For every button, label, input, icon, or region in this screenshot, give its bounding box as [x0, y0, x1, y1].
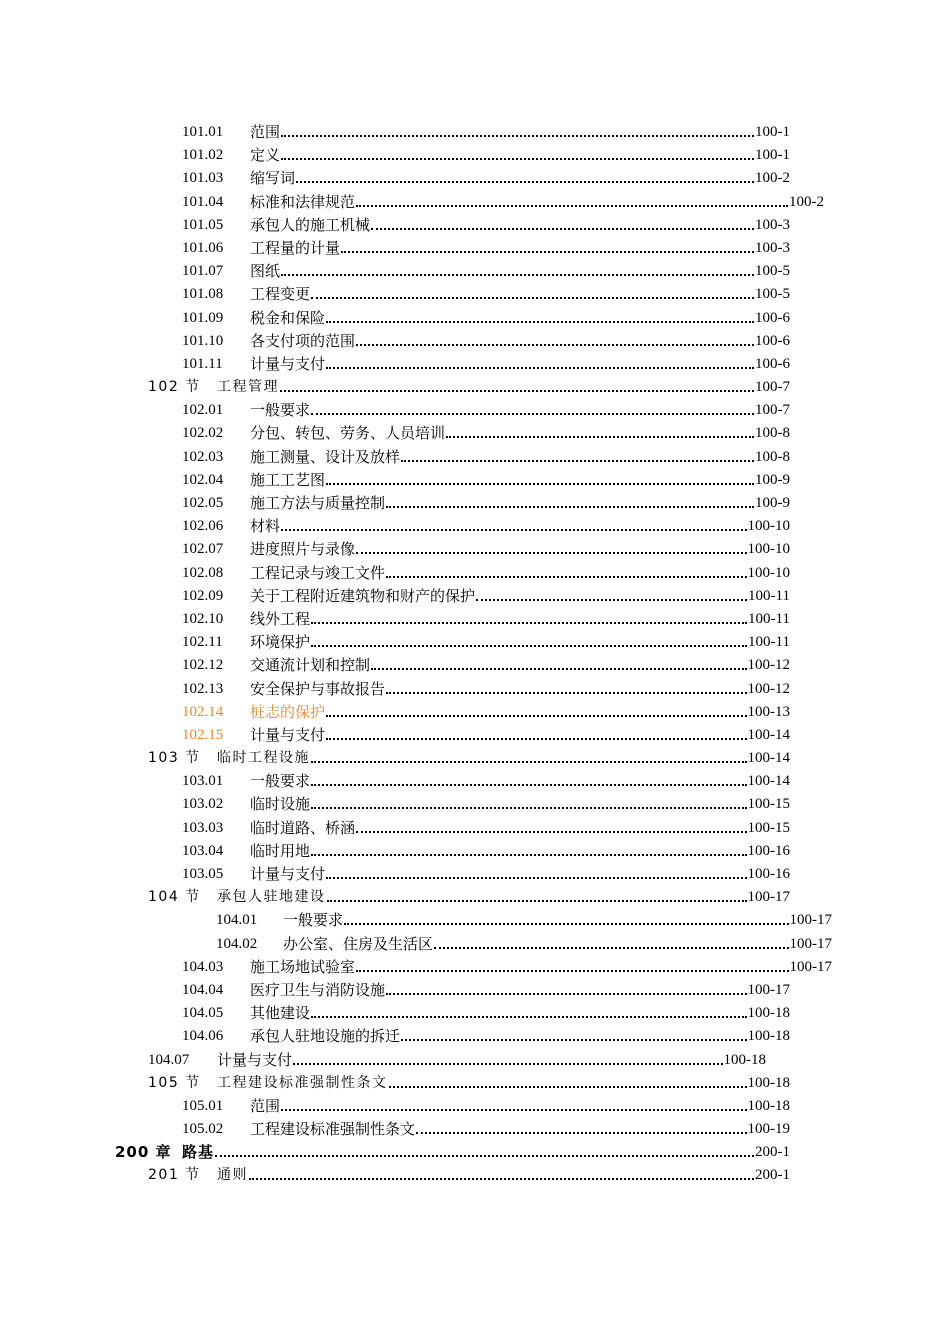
toc-entry-number: 105 节	[148, 1074, 201, 1091]
toc-entry-title: 一般要求	[250, 772, 311, 791]
toc-entry[interactable]	[0, 933, 950, 956]
toc-entry-page: 100-17	[789, 958, 832, 975]
toc-entry[interactable]	[0, 492, 950, 515]
toc-leader-dots	[326, 353, 754, 376]
toc-entry-number: 200 章	[115, 1143, 172, 1162]
toc-entry-title: 施工方法与质量控制	[250, 494, 386, 512]
toc-entry-number: 101.03	[182, 170, 224, 187]
toc-entry[interactable]	[0, 399, 950, 422]
toc-entry-title: 安全保护与事故报告	[250, 679, 386, 698]
toc-entry[interactable]	[0, 1025, 950, 1048]
toc-entry-number: 102.15	[182, 726, 224, 743]
toc-entry[interactable]	[0, 1002, 950, 1025]
toc-entry-title: 材料	[250, 517, 281, 536]
toc-entry-page: 100-16	[747, 866, 790, 882]
toc-entry-page: 100-12	[747, 657, 790, 674]
toc-entry-title: 环境保护	[250, 633, 311, 652]
toc-entry[interactable]	[0, 307, 950, 330]
toc-leader-dots	[311, 283, 754, 306]
toc-entry-page: 100-12	[747, 680, 790, 697]
toc-leader-dots	[281, 515, 746, 538]
toc-entry-page: 100-15	[747, 796, 790, 813]
toc-entry-number: 103.05	[182, 866, 224, 882]
toc-entry-number: 101.01	[182, 124, 224, 140]
toc-entry-page: 200-1	[755, 1167, 790, 1184]
toc-entry-page: 100-14	[747, 750, 790, 767]
toc-entry-number: 101.10	[182, 332, 224, 349]
toc-leader-dots	[371, 654, 746, 677]
toc-entry-number: 104.04	[182, 981, 224, 998]
toc-entry-title: 路基	[182, 1143, 215, 1162]
toc-leader-dots	[311, 399, 754, 422]
toc-entry[interactable]	[0, 446, 950, 469]
toc-entry-number: 101.04	[182, 193, 224, 210]
toc-entry-page: 200-1	[755, 1144, 790, 1161]
toc-leader-dots	[293, 1049, 722, 1072]
toc-leader-dots	[281, 260, 754, 283]
toc-leader-dots	[326, 863, 746, 886]
toc-entry-number: 201 节	[148, 1167, 201, 1184]
toc-entry-number: 104.05	[182, 1005, 224, 1022]
toc-entry-number: 102.10	[182, 610, 224, 627]
toc-entry-page: 100-17	[747, 889, 790, 906]
toc-leader-dots	[389, 1072, 747, 1095]
toc-entry-number: 102.13	[182, 680, 224, 697]
toc-leader-dots	[326, 701, 746, 724]
toc-entry-title: 通则	[217, 1167, 248, 1184]
toc-entry-number: 101.02	[182, 147, 224, 164]
toc-entry[interactable]	[0, 353, 950, 376]
toc-entry[interactable]	[0, 121, 950, 144]
toc-leader-dots	[326, 724, 746, 747]
toc-leader-dots	[249, 1164, 754, 1187]
toc-entry-number: 104.02	[216, 935, 258, 952]
toc-entry-title: 施工测量、设计及放样	[250, 447, 401, 466]
toc-entry-number: 105.02	[182, 1121, 224, 1138]
toc-leader-dots	[311, 747, 747, 770]
toc-entry-title: 计量与支付	[250, 865, 326, 883]
toc-entry-number: 101.08	[182, 286, 224, 303]
toc-entry[interactable]	[0, 167, 950, 190]
toc-entry[interactable]	[0, 585, 950, 608]
toc-entry[interactable]	[0, 747, 950, 770]
toc-entry-title: 范围	[250, 123, 281, 141]
toc-entry[interactable]	[0, 191, 950, 214]
toc-entry-title: 承包人驻地设施的拆迁	[250, 1027, 401, 1046]
toc-entry-page: 100-3	[755, 239, 790, 256]
toc-entry-number: 102 节	[148, 379, 201, 396]
toc-entry-page: 100-13	[747, 703, 790, 720]
toc-entry-page: 100-18	[723, 1051, 766, 1068]
toc-leader-dots	[327, 886, 747, 909]
toc-entry-number: 102.04	[182, 471, 224, 488]
toc-entry-page: 100-19	[747, 1121, 790, 1138]
toc-leader-dots	[356, 817, 746, 840]
toc-entry-number: 102.01	[182, 402, 224, 419]
toc-entry-title: 计量与支付	[250, 725, 326, 744]
toc-entry[interactable]	[0, 214, 950, 237]
toc-entry[interactable]	[0, 330, 950, 353]
toc-entry-page: 100-11	[748, 610, 790, 627]
toc-leader-dots	[386, 678, 746, 701]
toc-entry[interactable]	[0, 886, 950, 909]
toc-entry-title: 桩志的保护	[250, 702, 326, 721]
toc-entry[interactable]	[0, 678, 950, 701]
toc-entry-number: 104.07	[148, 1051, 190, 1068]
toc-entry-page: 100-17	[789, 935, 832, 952]
toc-leader-dots	[341, 237, 754, 260]
toc-entry-title: 施工场地试验室	[250, 957, 356, 976]
toc-entry[interactable]	[0, 840, 950, 863]
toc-entry-title: 医疗卫生与消防设施	[250, 980, 386, 999]
toc-entry[interactable]	[0, 909, 950, 932]
toc-entry-page: 100-14	[747, 726, 790, 743]
toc-entry-title: 临时设施	[250, 795, 311, 814]
toc-leader-dots	[280, 376, 754, 399]
toc-entry-page: 100-18	[747, 1097, 790, 1114]
toc-leader-dots	[344, 909, 788, 932]
toc-entry-title: 工程变更	[250, 285, 311, 304]
toc-entry-title: 图纸	[250, 262, 281, 281]
toc-entry-title: 税金和保险	[250, 308, 326, 327]
toc-leader-dots	[311, 840, 746, 863]
toc-entry[interactable]	[0, 770, 950, 793]
toc-entry-page: 100-18	[747, 1028, 790, 1045]
toc-entry[interactable]	[0, 538, 950, 561]
toc-entry-title: 承包人驻地建设	[217, 889, 326, 906]
toc-entry-page: 100-3	[755, 216, 790, 233]
toc-entry-title: 临时工程设施	[217, 750, 310, 767]
toc-leader-dots	[311, 631, 747, 654]
toc-leader-dots	[371, 214, 754, 237]
toc-entry[interactable]	[0, 144, 950, 167]
toc-entry[interactable]	[0, 283, 950, 306]
toc-leader-dots	[311, 608, 747, 631]
toc-leader-dots	[311, 770, 746, 793]
toc-entry-page: 100-7	[755, 402, 790, 419]
toc-entry[interactable]	[0, 979, 950, 1002]
toc-entry-page: 100-8	[755, 425, 790, 442]
toc-entry-number: 102.11	[182, 634, 223, 651]
toc-leader-dots	[401, 1025, 746, 1048]
toc-entry-title: 办公室、住房及生活区	[283, 934, 434, 953]
toc-entry-title: 其他建设	[250, 1004, 311, 1023]
toc-entry-number: 102.12	[182, 657, 224, 674]
toc-entry[interactable]	[0, 608, 950, 631]
toc-leader-dots	[326, 469, 754, 492]
toc-entry-title: 缩写词	[250, 169, 296, 188]
toc-entry-title: 计量与支付	[217, 1050, 293, 1069]
toc-entry-page: 100-6	[755, 309, 790, 326]
toc-entry-number: 103.02	[182, 796, 224, 813]
toc-entry-title: 进度照片与录像	[250, 540, 356, 559]
toc-entry-number: 102.02	[182, 425, 224, 442]
toc-entry[interactable]	[0, 724, 950, 747]
toc-entry-title: 交通流计划和控制	[250, 656, 371, 675]
toc-entry-page: 100-14	[747, 773, 790, 790]
toc-entry-title: 工程管理	[217, 379, 279, 396]
toc-entry-number: 105.01	[182, 1097, 224, 1114]
toc-leader-dots	[215, 1141, 754, 1164]
toc-leader-dots	[356, 956, 788, 979]
toc-entry-page: 100-15	[747, 819, 790, 836]
toc-entry-page: 100-10	[747, 518, 790, 535]
toc-entry[interactable]	[0, 701, 950, 724]
toc-leader-dots	[311, 793, 746, 816]
toc-entry[interactable]	[0, 422, 950, 445]
toc-entry-title: 计量与支付	[250, 354, 326, 373]
toc-entry-title: 工程记录与竣工文件	[250, 563, 386, 582]
toc-entry-page: 100-6	[755, 355, 790, 372]
toc-leader-dots	[311, 1002, 746, 1025]
table-of-contents	[0, 121, 950, 1188]
toc-entry[interactable]	[0, 1095, 950, 1118]
toc-entry-number: 104.01	[216, 912, 258, 929]
toc-entry[interactable]	[0, 237, 950, 260]
toc-entry-title: 范围	[250, 1096, 281, 1115]
toc-entry[interactable]	[0, 1141, 950, 1164]
toc-entry-title: 承包人的施工机械	[250, 215, 371, 234]
toc-entry-number: 102.09	[182, 587, 224, 604]
toc-entry-title: 施工工艺图	[250, 470, 326, 489]
toc-entry-page: 100-7	[755, 379, 790, 396]
toc-entry-title: 各支付项的范围	[250, 331, 356, 350]
toc-leader-dots	[326, 307, 754, 330]
toc-entry[interactable]	[0, 631, 950, 654]
toc-entry-page: 100-10	[747, 541, 790, 558]
toc-entry[interactable]	[0, 956, 950, 979]
toc-entry-number: 104.03	[182, 958, 224, 975]
toc-leader-dots	[386, 979, 746, 1002]
toc-entry-number: 102.05	[182, 495, 224, 511]
toc-entry-page: 100-2	[789, 193, 824, 210]
toc-entry-page: 100-17	[747, 981, 790, 998]
toc-entry[interactable]	[0, 1072, 950, 1095]
toc-entry-number: 103 节	[148, 750, 201, 767]
toc-entry-title: 关于工程附近建筑物和财产的保护	[250, 586, 476, 605]
toc-entry-page: 100-8	[755, 448, 790, 465]
toc-entry-title: 临时用地	[250, 841, 311, 860]
toc-entry[interactable]	[0, 654, 950, 677]
toc-entry[interactable]	[0, 817, 950, 840]
toc-entry-number: 101.06	[182, 239, 224, 256]
toc-entry-page: 100-6	[755, 332, 790, 349]
toc-entry-page: 100-1	[755, 124, 790, 140]
toc-leader-dots	[401, 446, 754, 469]
toc-entry-page: 100-18	[747, 1005, 790, 1022]
toc-entry-page: 100-1	[755, 147, 790, 164]
toc-entry-page: 100-18	[747, 1074, 790, 1091]
toc-entry-page: 100-9	[755, 495, 790, 511]
toc-leader-dots	[296, 167, 754, 190]
toc-entry-title: 临时道路、桥涵	[250, 818, 356, 837]
toc-entry-title: 一般要求	[250, 401, 311, 420]
toc-entry[interactable]	[0, 469, 950, 492]
toc-leader-dots	[446, 422, 754, 445]
toc-entry-page: 100-2	[755, 170, 790, 187]
toc-entry-page: 100-10	[747, 564, 790, 581]
toc-entry-number: 102.14	[182, 703, 224, 720]
toc-entry[interactable]	[0, 793, 950, 816]
toc-leader-dots	[281, 144, 754, 167]
toc-entry-title: 工程量的计量	[250, 238, 341, 257]
toc-entry[interactable]	[0, 515, 950, 538]
toc-leader-dots	[281, 121, 754, 144]
toc-entry-number: 103.04	[182, 842, 224, 859]
toc-entry-page: 100-5	[755, 286, 790, 303]
toc-entry-number: 102.07	[182, 541, 224, 558]
toc-leader-dots	[356, 330, 754, 353]
toc-entry[interactable]	[0, 863, 950, 886]
toc-entry[interactable]	[0, 1118, 950, 1141]
toc-entry[interactable]	[0, 562, 950, 585]
toc-entry-number: 101.11	[182, 355, 223, 372]
toc-entry-title: 定义	[250, 146, 281, 165]
toc-entry[interactable]	[0, 1049, 950, 1072]
toc-entry-number: 104.06	[182, 1028, 224, 1045]
toc-entry-number: 103.03	[182, 819, 224, 836]
toc-entry-page: 100-11	[748, 634, 790, 651]
toc-leader-dots	[281, 1095, 746, 1118]
toc-entry-number: 101.05	[182, 216, 224, 233]
toc-entry[interactable]	[0, 1164, 950, 1187]
toc-entry-page: 100-9	[755, 471, 790, 488]
toc-leader-dots	[356, 538, 746, 561]
toc-entry-title: 标准和法律规范	[250, 192, 356, 211]
toc-entry-title: 线外工程	[250, 609, 311, 628]
toc-entry-title: 工程建设标准强制性条文	[250, 1120, 416, 1139]
toc-entry-title: 工程建设标准强制性条文	[217, 1074, 388, 1091]
toc-entry-number: 102.06	[182, 518, 224, 535]
toc-entry-page: 100-17	[789, 912, 832, 929]
toc-entry-number: 102.03	[182, 448, 224, 465]
toc-entry-title: 分包、转包、劳务、人员培训	[250, 424, 446, 443]
toc-leader-dots	[434, 933, 788, 956]
toc-entry-page: 100-5	[755, 263, 790, 280]
toc-leader-dots	[386, 492, 754, 515]
toc-entry-title: 一般要求	[283, 911, 344, 930]
toc-leader-dots	[386, 562, 746, 585]
toc-entry-page: 100-11	[748, 587, 790, 604]
toc-entry-number: 102.08	[182, 564, 224, 581]
toc-leader-dots	[476, 585, 747, 608]
toc-entry-number: 101.07	[182, 263, 224, 280]
toc-entry-number: 104 节	[148, 889, 201, 906]
toc-entry-number: 103.01	[182, 773, 224, 790]
toc-entry-page: 100-16	[747, 842, 790, 859]
toc-leader-dots	[356, 191, 788, 214]
toc-entry[interactable]	[0, 260, 950, 283]
toc-entry[interactable]	[0, 376, 950, 399]
toc-leader-dots	[416, 1118, 746, 1141]
toc-entry-number: 101.09	[182, 309, 224, 326]
